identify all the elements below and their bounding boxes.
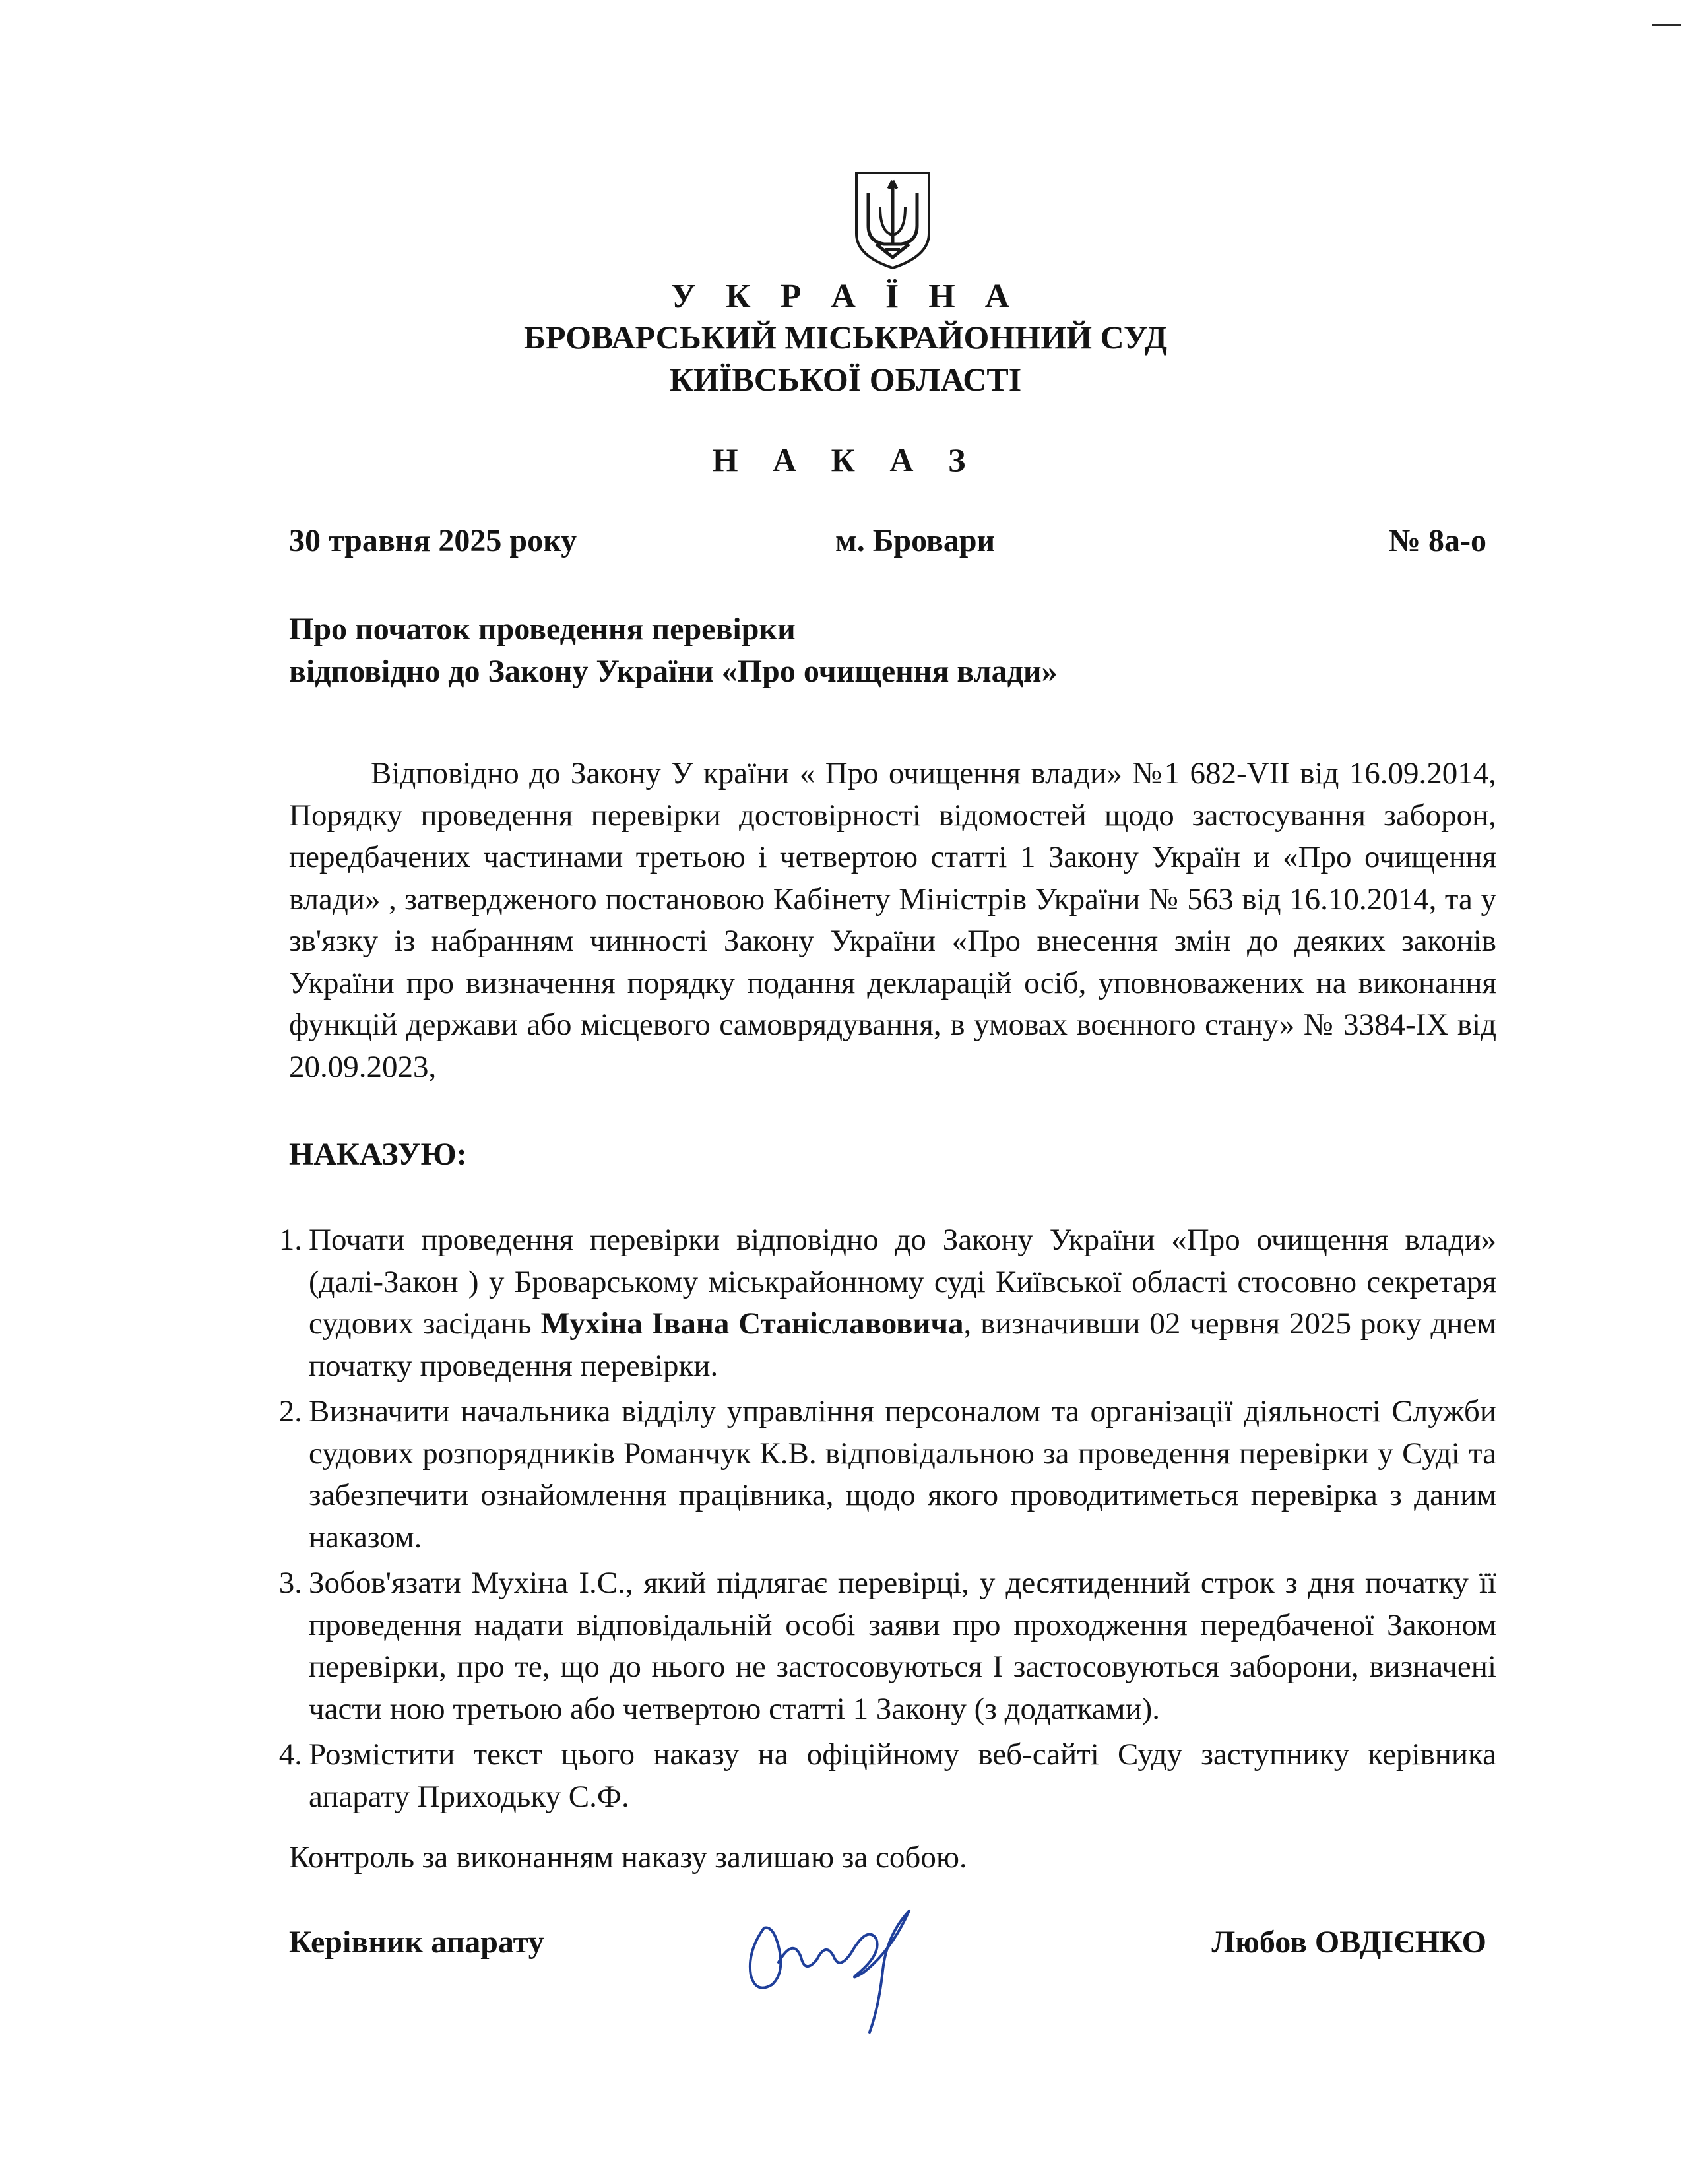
court-name-line1: БРОВАРСЬКИЙ МІСЬКРАЙОННИЙ СУД [523, 319, 1168, 356]
order-item-text: Розмістити текст цього наказу на офіційному веб-сайті Суду заступнику керівника апарату Приходьку С.Ф. [309, 1737, 1496, 1814]
signatory-title: Керівник апарату [289, 1925, 544, 1960]
order-item-text-after: , визначивши 02 червня 2025 року днем початку проведення перевірки. [309, 1306, 1497, 1383]
order-item-number: 1. [278, 1223, 302, 1257]
order-item-number: 2. [278, 1394, 302, 1429]
order-item-text-before: Почати проведення перевірки відповідно до Закону України «Про очищення влади» (далі-Закон ) у Броварському міськрайонному суді Київської області стосовно секретаря судових засідань [309, 1223, 1496, 1341]
order-subject-line1: Про початок проведення перевірки [289, 612, 796, 647]
order-subject [289, 608, 1058, 693]
employee-name: Мухіна Івана Станіславовича [540, 1306, 964, 1341]
handwritten-signature-icon [738, 1888, 942, 2040]
signatory-name: Любов ОВДІЄНКО [1211, 1925, 1486, 1960]
court-name-line2: КИЇВСЬКОЇ ОБЛАСТІ [669, 361, 1022, 398]
order-item-text: Визначити начальника відділу управління персоналом та організації діяльності Служби судових розпорядників Романчук К.В. відповідальною за проведення перевірки у Суді та забезпечити ознайомлення працівника, щодо якого проводитиметься перевірка з даним наказом. [309, 1394, 1496, 1555]
order-item-2 [264, 1391, 1496, 1558]
order-subject-line2: відповідно до Закону України «Про очищення влади» [289, 654, 1058, 689]
document-type-heading: Н А К А З [712, 441, 979, 478]
order-item-number: 3. [278, 1566, 302, 1600]
control-statement: Контроль за виконанням наказу залишаю за собою. [289, 1840, 967, 1875]
order-number: № 8а-о [1388, 523, 1486, 558]
order-item-text: Зобов'язати Мухіна І.С., який підлягає перевірці, у десятиденний строк з дня початку її проведення надати відповідальній особі заяви про проходження передбаченої Законом перевірки, про те, що до нього не застосовуються І застосовуються заборони, визначені части ною третьою або четвертою статті 1 Закону (з додатками). [309, 1566, 1496, 1726]
trident-emblem-icon [852, 170, 933, 271]
preamble-paragraph: Відповідно до Закону У країни « Про очищення влади» №1 682-VII від 16.09.2014, Порядку проведення перевірки достовірності відомостей щодо застосування заборон, передбачених частинами третьою і четвертою статті 1 Закону Україн и «Про очищення влади» , затвердженого постановою Кабінету Міністрів України № 563 від 16.10.2014, та у зв'язку із набранням чинності Закону України «Про внесення змін до деяких законів України про визначення порядку подання декларацій осіб, уповноважених на виконання функцій держави або місцевого самоврядування, в умовах воєнного стану» № 3384-IX від 20.09.2023, [289, 756, 1496, 1084]
order-keyword: НАКАЗУЮ: [289, 1137, 467, 1172]
order-place: м. Бровари [835, 523, 996, 558]
order-items-list [264, 1219, 1496, 1818]
country-heading: У К Р А Ї Н А [670, 278, 1021, 315]
order-item-1 [264, 1219, 1496, 1387]
scan-edge-mark [1652, 24, 1681, 26]
order-item-number: 4. [278, 1737, 302, 1772]
order-date: 30 травня 2025 року [289, 523, 577, 558]
order-item-4 [264, 1734, 1496, 1818]
order-item-3 [264, 1562, 1496, 1730]
